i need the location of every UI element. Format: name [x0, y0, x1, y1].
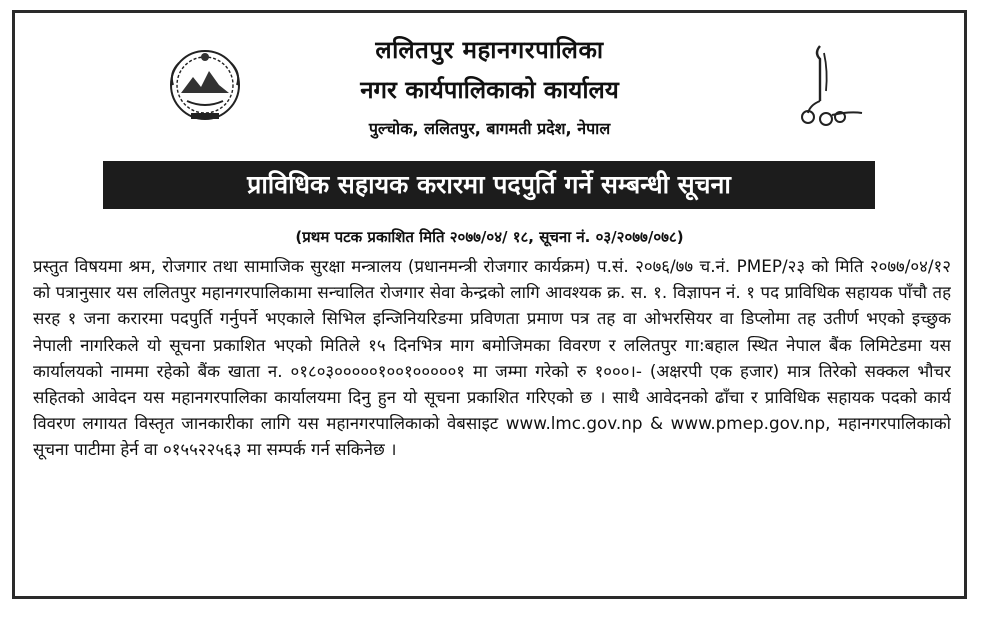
- publication-info: (प्रथम पटक प्रकाशित मिति २०७७/०४/ १८, सूचना नं. ०३/२०७७/०७८): [295, 228, 684, 246]
- address: पुल्चोक, ललितपुर, बागमती प्रदेश, नेपाल: [368, 119, 611, 138]
- notice-document: [12, 10, 967, 599]
- notice-title-banner: प्राविधिक सहायक करारमा पदपुर्ति गर्ने सम्बन्धी सूचना: [103, 161, 875, 209]
- lalitpur-metropolitan-emblem-icon: [790, 41, 870, 136]
- office-name: नगर कार्यपालिकाको कार्यालय: [360, 75, 619, 104]
- organization-name: ललितपुर महानगरपालिका: [375, 35, 604, 64]
- notice-body: प्रस्तुत विषयमा श्रम, रोजगार तथा सामाजिक सुरक्षा मन्त्रालय (प्रधानमन्त्री रोजगार कार्यक्रम) प.सं. २०७६/७७ च.नं. PMEP/२३ को मिति २०७७/०४/१२ को पत्रानुसार यस ललितपुर महानगरपालिकामा सन्चालित रोजगार सेवा केन्द्रको लागि आवश्यक क्र. स. १. विज्ञापन नं. १ पद प्राविधिक सहायक पाँचौ तह सरह १ जना करारमा पदपुर्ति गर्नुपर्ने भएकाले सिभिल इन्जिनियरिङमा प्रविणता प्रमाण पत्र तह वा ओभरसियर वा डिप्लोमा तह उतीर्ण भएको इच्छुक नेपाली नागरिकले यो सूचना प्रकाशित भएको मितिले १५ दिनभित्र माग बमोजिमका विवरण र ललितपुर गा:बहाल स्थित नेपाल बैंक लिमिटेडमा यस कार्यालयको नाममा रहेको बैंक खाता न. ०१८०३०००००१००१०००००१ मा जम्मा गरेको रु १०००।- (अक्षरपी एक हजार) मात्र तिरेको सक्कल भौचर सहितको आवेदन यस महानगरपालिका कार्यालयमा दिनु हुन यो सूचना प्रकाशित गरिएको छ । साथै आवेदनको ढाँचा र प्राविधिक सहायक पदको कार्य विवरण लगायत विस्तृत जानकारीका लागि यस महानगरपालिकाको वेबसाइट www.lmc.gov.np & www.pmep.gov.np, महानगरपालिकाको सूचना पाटीमा हेर्न वा ०१५५२२५६३ मा सम्पर्क गर्न सकिनेछ ।: [33, 256, 951, 460]
